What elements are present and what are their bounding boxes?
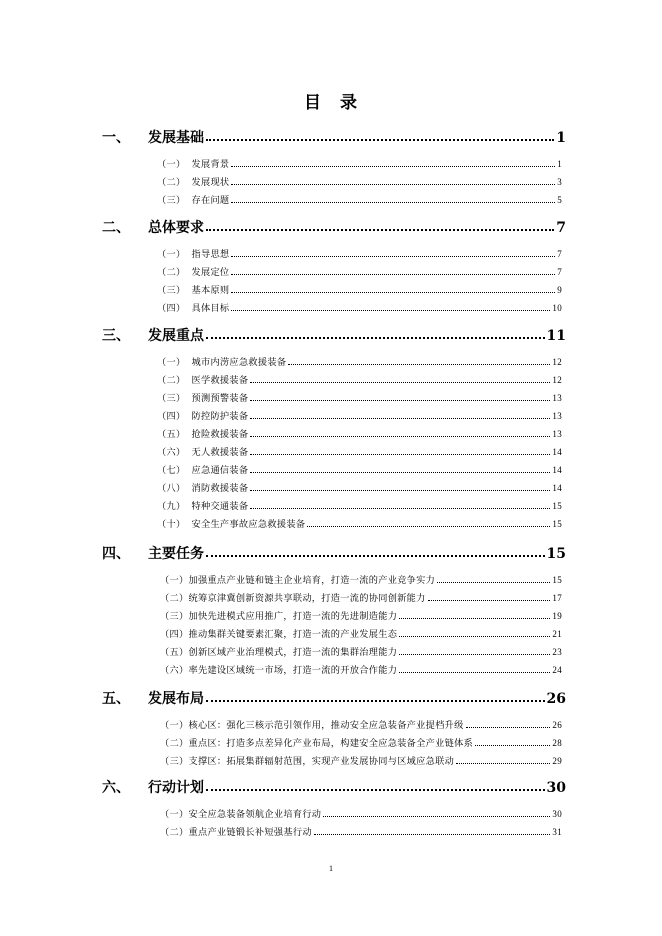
- subsection-page-number: 31: [552, 827, 562, 837]
- dot-leader: [231, 310, 550, 311]
- subsection-title: 指导思想: [191, 249, 230, 260]
- subsection-page-number: 30: [552, 809, 562, 819]
- section-page-number: 1: [556, 130, 566, 146]
- subsection-number: （五）: [160, 647, 189, 658]
- dot-leader: [231, 184, 555, 185]
- subsection-number: （一）: [157, 357, 186, 368]
- subsection-number: （六）: [160, 665, 189, 676]
- subsection-title: 无人救援装备: [191, 447, 249, 458]
- section-number: 四、: [102, 546, 130, 562]
- subsection-page-number: 21: [552, 629, 562, 639]
- toc-subsection-entry[interactable]: [157, 246, 562, 260]
- subsection-page-number: 10: [552, 303, 562, 313]
- dot-leader: [323, 816, 550, 817]
- toc-subsection-entry[interactable]: [160, 572, 562, 586]
- toc-subsection-entry[interactable]: [157, 426, 562, 440]
- section-number: 二、: [102, 220, 130, 236]
- dot-leader: [456, 763, 550, 764]
- subsection-page-number: 14: [552, 465, 562, 475]
- dot-leader: [250, 382, 550, 383]
- subsection-page-number: 9: [557, 285, 562, 295]
- subsection-number: （三）: [160, 756, 189, 767]
- section-page-number: 11: [546, 328, 566, 344]
- toc-subsection-entry[interactable]: [157, 192, 562, 206]
- dot-leader: [314, 834, 551, 835]
- dot-leader: [206, 139, 554, 141]
- subsection-number: （一）: [157, 249, 186, 260]
- dot-leader: [475, 745, 550, 746]
- toc-title: 目 录: [304, 93, 358, 113]
- toc-subsection-entry[interactable]: [160, 753, 562, 767]
- subsection-title: 安全生产事故应急救援装备: [191, 519, 306, 530]
- subsection-number: （十）: [157, 519, 186, 530]
- dot-leader: [399, 618, 550, 619]
- subsection-number: （一）: [160, 809, 189, 820]
- section-page-number: 15: [546, 546, 566, 562]
- dot-leader: [428, 600, 551, 601]
- subsection-title: 重点产业链锻长补短强基行动: [188, 827, 312, 838]
- dot-leader: [250, 490, 550, 491]
- subsection-page-number: 7: [557, 249, 562, 259]
- subsection-title: 发展现状: [191, 177, 230, 188]
- subsection-page-number: 14: [552, 447, 562, 457]
- toc-section-entry[interactable]: [102, 325, 566, 343]
- subsection-number: （一）: [160, 575, 189, 586]
- section-number: 六、: [102, 780, 130, 796]
- subsection-page-number: 7: [557, 267, 562, 277]
- subsection-title: 城市内涝应急救援装备: [191, 357, 287, 368]
- subsection-title: 支撑区：拓展集群辐射范围，实现产业发展协同与区域应急联动: [188, 756, 455, 767]
- toc-subsection-entry[interactable]: [157, 516, 562, 530]
- subsection-number: （三）: [160, 611, 189, 622]
- toc-subsection-entry[interactable]: [157, 480, 562, 494]
- toc-section-entry[interactable]: [102, 543, 566, 561]
- toc-subsection-entry[interactable]: [157, 372, 562, 386]
- subsection-title: 创新区域产业治理模式，打造一流的集群治理能力: [188, 647, 398, 658]
- section-title: 发展布局: [148, 691, 204, 707]
- subsection-title: 率先建设区域统一市场，打造一流的开放合作能力: [188, 665, 398, 676]
- toc-subsection-entry[interactable]: [160, 824, 562, 838]
- dot-leader: [288, 364, 550, 365]
- section-title: 发展重点: [148, 328, 204, 344]
- toc-subsection-entry[interactable]: [157, 156, 562, 170]
- section-title: 发展基础: [148, 130, 204, 146]
- subsection-page-number: 13: [552, 411, 562, 421]
- subsection-title: 消防救援装备: [191, 483, 249, 494]
- subsection-number: （二）: [157, 177, 186, 188]
- subsection-title: 基本原则: [191, 285, 230, 296]
- subsection-page-number: 29: [552, 756, 562, 766]
- subsection-number: （三）: [157, 393, 186, 404]
- dot-leader: [206, 700, 545, 702]
- subsection-number: （七）: [157, 465, 186, 476]
- subsection-page-number: 5: [557, 195, 562, 205]
- subsection-page-number: 24: [552, 665, 562, 675]
- subsection-title: 统筹京津冀创新资源共享联动，打造一流的协同创新能力: [188, 593, 426, 604]
- subsection-number: （六）: [157, 447, 186, 458]
- dot-leader: [206, 555, 545, 557]
- subsection-number: （三）: [157, 195, 186, 206]
- subsection-page-number: 3: [557, 177, 562, 187]
- toc-subsection-entry[interactable]: [157, 444, 562, 458]
- subsection-number: （二）: [160, 738, 189, 749]
- toc-subsection-entry[interactable]: [157, 498, 562, 512]
- subsection-page-number: 12: [552, 375, 562, 385]
- toc-subsection-entry[interactable]: [157, 354, 562, 368]
- dot-leader: [250, 436, 550, 437]
- subsection-number: （一）: [157, 159, 186, 170]
- dot-leader: [231, 256, 555, 257]
- dot-leader: [206, 337, 545, 339]
- subsection-title: 加快先进模式应用推广，打造一流的先进制造能力: [188, 611, 398, 622]
- subsection-title: 安全应急装备领航企业培育行动: [188, 809, 322, 820]
- subsection-page-number: 15: [552, 519, 562, 529]
- toc-subsection-entry[interactable]: [160, 608, 562, 622]
- subsection-page-number: 23: [552, 647, 562, 657]
- subsection-number: （二）: [160, 593, 189, 604]
- subsection-page-number: 19: [552, 611, 562, 621]
- toc-subsection-entry[interactable]: [157, 462, 562, 476]
- toc-subsection-entry[interactable]: [157, 390, 562, 404]
- subsection-page-number: 12: [552, 357, 562, 367]
- toc-section-entry[interactable]: [102, 127, 566, 145]
- subsection-page-number: 15: [552, 575, 562, 585]
- dot-leader: [206, 229, 554, 231]
- dot-leader: [206, 789, 545, 791]
- section-number: 三、: [102, 328, 130, 344]
- toc-subsection-entry[interactable]: [160, 735, 562, 749]
- subsection-page-number: 14: [552, 483, 562, 493]
- subsection-title: 抢险救援装备: [191, 429, 249, 440]
- dot-leader: [250, 454, 550, 455]
- dot-leader: [231, 166, 555, 167]
- dot-leader: [231, 292, 555, 293]
- subsection-page-number: 28: [552, 738, 562, 748]
- subsection-number: （四）: [157, 303, 186, 314]
- subsection-number: （四）: [157, 411, 186, 422]
- subsection-number: （二）: [157, 267, 186, 278]
- subsection-number: （四）: [160, 629, 189, 640]
- toc-subsection-entry[interactable]: [160, 590, 562, 604]
- toc-subsection-entry[interactable]: [157, 408, 562, 422]
- section-title: 主要任务: [148, 546, 204, 562]
- subsection-number: （二）: [160, 827, 189, 838]
- subsection-title: 存在问题: [191, 195, 230, 206]
- page-number: 1: [329, 864, 333, 873]
- subsection-title: 推动集群关键要素汇聚，打造一流的产业发展生态: [188, 629, 398, 640]
- toc-section-entry[interactable]: [102, 777, 566, 795]
- subsection-number: （八）: [157, 483, 186, 494]
- subsection-title: 预测预警装备: [191, 393, 249, 404]
- dot-leader: [231, 274, 555, 275]
- toc-subsection-entry[interactable]: [160, 662, 562, 676]
- subsection-page-number: 1: [557, 159, 562, 169]
- subsection-page-number: 15: [552, 501, 562, 511]
- subsection-title: 重点区：打造多点差异化产业布局，构建安全应急装备全产业链体系: [188, 738, 474, 749]
- dot-leader: [231, 202, 555, 203]
- subsection-title: 核心区：强化三核示范引领作用，推动安全应急装备产业提档升级: [188, 720, 464, 731]
- section-title: 总体要求: [148, 220, 204, 236]
- dot-leader: [250, 400, 550, 401]
- dot-leader: [437, 582, 550, 583]
- subsection-number: （五）: [157, 429, 186, 440]
- toc-subsection-entry[interactable]: [160, 626, 562, 640]
- dot-leader: [307, 526, 550, 527]
- toc-subsection-entry[interactable]: [157, 264, 562, 278]
- subsection-number: （九）: [157, 501, 186, 512]
- subsection-number: （二）: [157, 375, 186, 386]
- subsection-title: 加强重点产业链和链主企业培育，打造一流的产业竞争实力: [188, 575, 436, 586]
- section-page-number: 26: [546, 691, 566, 707]
- dot-leader: [399, 636, 550, 637]
- subsection-title: 防控防护装备: [191, 411, 249, 422]
- subsection-page-number: 17: [552, 593, 562, 603]
- dot-leader: [250, 508, 550, 509]
- subsection-page-number: 13: [552, 429, 562, 439]
- toc-subsection-entry[interactable]: [160, 717, 562, 731]
- section-title: 行动计划: [148, 780, 204, 796]
- dot-leader: [399, 672, 550, 673]
- subsection-page-number: 26: [552, 720, 562, 730]
- toc-subsection-entry[interactable]: [157, 300, 562, 314]
- subsection-title: 应急通信装备: [191, 465, 249, 476]
- section-number: 一、: [102, 130, 130, 146]
- toc-subsection-entry[interactable]: [160, 806, 562, 820]
- toc-subsection-entry[interactable]: [157, 174, 562, 188]
- toc-section-entry[interactable]: [102, 217, 566, 235]
- subsection-title: 医学救援装备: [191, 375, 249, 386]
- subsection-page-number: 13: [552, 393, 562, 403]
- toc-section-entry[interactable]: [102, 688, 566, 706]
- dot-leader: [399, 654, 550, 655]
- subsection-title: 具体目标: [191, 303, 230, 314]
- subsection-title: 发展定位: [191, 267, 230, 278]
- subsection-number: （一）: [160, 720, 189, 731]
- subsection-title: 发展背景: [191, 159, 230, 170]
- toc-subsection-entry[interactable]: [157, 282, 562, 296]
- dot-leader: [250, 418, 550, 419]
- dot-leader: [250, 472, 550, 473]
- section-page-number: 30: [546, 780, 566, 796]
- subsection-number: （三）: [157, 285, 186, 296]
- toc-subsection-entry[interactable]: [160, 644, 562, 658]
- dot-leader: [466, 727, 551, 728]
- section-page-number: 7: [556, 220, 566, 236]
- section-number: 五、: [102, 691, 130, 707]
- subsection-title: 特种交通装备: [191, 501, 249, 512]
